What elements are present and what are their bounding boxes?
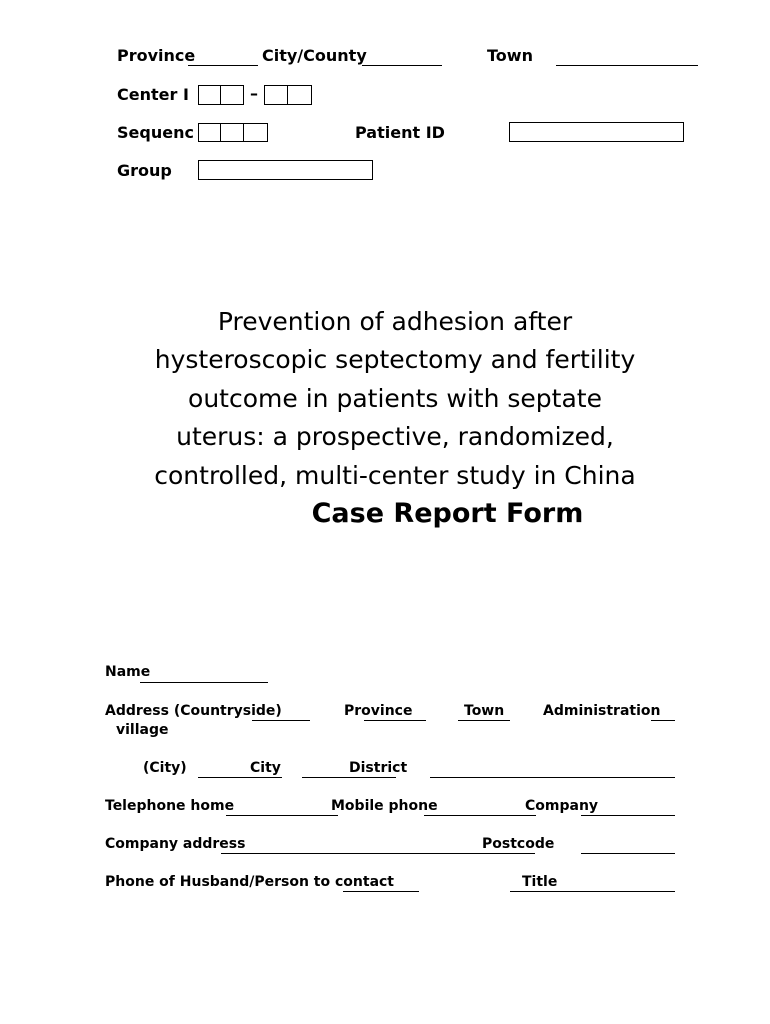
company-address-field[interactable] [221,853,535,854]
address-town-field[interactable] [458,720,510,721]
title-field[interactable] [510,891,675,892]
town-field[interactable] [556,65,698,66]
study-title [95,303,695,533]
case-report-form-title: Case Report Form [311,498,584,530]
address-countryside-field[interactable] [252,720,310,721]
sequence-box-2[interactable] [220,123,244,142]
mobile-phone-field[interactable] [424,815,536,816]
title-line: controlled, multi-center study in China [154,460,636,490]
city-county-label: City/County [262,46,367,65]
district-field[interactable] [430,777,675,778]
sequence-box-3[interactable] [243,123,268,142]
title-line: uterus: a prospective, randomized, [176,422,614,452]
sequence-label: Sequenc [117,123,194,142]
address-town-label: Town [464,703,505,719]
postcode-label: Postcode [482,836,555,852]
address-province-field[interactable] [364,720,426,721]
district-label: District [349,760,408,776]
city-paren-field[interactable] [198,777,282,778]
company-label: Company [525,798,599,814]
title-line: hysteroscopic septectomy and fertility [154,345,636,375]
center-id-dash: – [250,84,258,103]
title-line: outcome in patients with septate [188,383,602,413]
city-field[interactable] [302,777,396,778]
sequence-box-1[interactable] [198,123,221,142]
telephone-home-field[interactable] [226,815,338,816]
telephone-home-label: Telephone home [105,798,235,814]
center-id-box-1[interactable] [198,85,221,105]
husband-contact-field[interactable] [343,891,419,892]
patient-id-field[interactable] [509,122,684,142]
village-label: village [116,722,169,738]
city-label: City [250,760,281,776]
patient-id-label: Patient ID [355,123,445,142]
mobile-phone-label: Mobile phone [331,798,438,814]
center-id-box-2[interactable] [220,85,244,105]
address-province-label: Province [344,703,413,719]
name-label: Name [105,664,151,680]
company-field[interactable] [581,815,675,816]
center-id-label: Center I [117,85,189,104]
title-label: Title [522,874,558,890]
husband-contact-label: Phone of Husband/Person to contact [105,874,395,890]
administration-label: Administration [543,703,661,719]
postcode-field[interactable] [581,853,675,854]
province-label: Province [117,46,196,65]
group-label: Group [117,161,172,180]
name-field[interactable] [140,682,268,683]
administration-field[interactable] [651,720,675,721]
center-id-box-4[interactable] [287,85,312,105]
city-county-field[interactable] [362,65,442,66]
center-id-box-3[interactable] [264,85,288,105]
town-label: Town [487,46,533,65]
group-field[interactable] [198,160,373,180]
title-line: Prevention of adhesion after [217,307,573,336]
city-paren-label: (City) [143,760,187,776]
address-countryside-label: Address (Countryside) [105,703,282,719]
province-field[interactable] [188,65,258,66]
company-address-label: Company address [105,836,246,852]
